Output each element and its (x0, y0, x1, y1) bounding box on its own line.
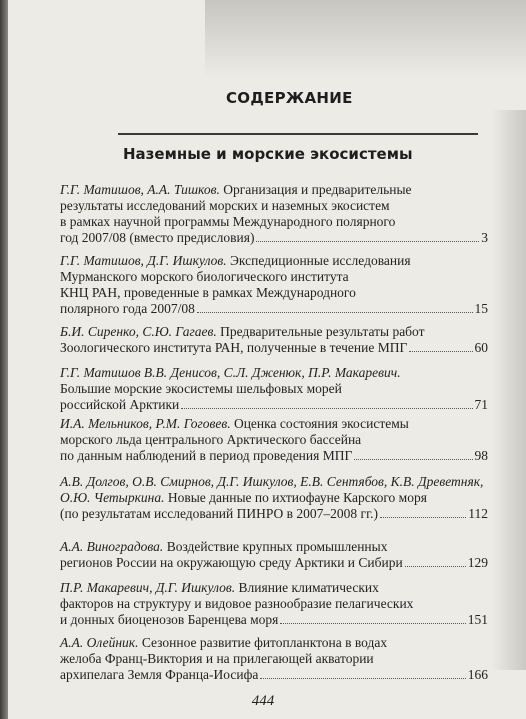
toc-line-last (60, 612, 488, 628)
entry-title-text: Оценка состояния экосистемы (230, 416, 409, 431)
toc-line-last (60, 340, 488, 356)
entry-title-text: год 2007/08 (вместо предисловия) (60, 230, 255, 245)
page-ref: 60 (474, 340, 488, 355)
entry-title-text: Сезонное развитие фитопланктона в водах (138, 635, 388, 650)
page-ref: 71 (474, 397, 488, 412)
entry-authors: Г.Г. Матишов, А.А. Тишков. (60, 182, 220, 197)
entry-title-text: полярного года 2007/08 (60, 301, 195, 316)
entry-title-text: Организация и предварительные (219, 182, 412, 197)
entry-authors: Б.И. Сиренко, С.Ю. Гагаев. (60, 324, 217, 339)
toc-line (60, 635, 387, 651)
entry-authors-cont: О.Ю. Четыркина. (60, 490, 165, 505)
dot-leader (409, 341, 472, 352)
entry-authors: Г.Г. Матишов В.В. Денисов, С.Л. Дженюк, П.Р. Макаревич. (60, 365, 401, 380)
page-ref: 151 (467, 612, 488, 627)
toc-line: результаты исследований морских и наземных экосистем (60, 198, 390, 213)
page-gutter-shadow (0, 0, 8, 719)
entry-title-text: Влияние климатических (235, 580, 379, 595)
toc-line (60, 580, 379, 596)
toc-line-last (60, 301, 488, 317)
page-ref: 15 (474, 301, 488, 316)
dot-leader (354, 449, 472, 460)
entry-authors: И.А. Мельников, Р.М. Гоговев. (60, 416, 231, 431)
page-ref: 112 (468, 506, 488, 521)
dot-leader (405, 556, 466, 567)
toc-line: в рамках научной программы Международного полярного (60, 214, 396, 229)
toc-line-last (60, 506, 488, 522)
entry-title-text: Новые данные по ихтиофауне Карского моря (164, 490, 427, 505)
section-rule (118, 133, 478, 135)
entry-title-text: Предварительные результаты работ (216, 324, 425, 339)
entry-title-text: российской Арктики (60, 397, 180, 412)
toc-line: морского льда центрального Арктического бассейна (60, 432, 362, 447)
dot-leader (197, 302, 473, 313)
toc-line: Большие морские экосистемы шельфовых морей (60, 381, 342, 396)
entry-title-text: Зоологического института РАН, полученные в течение МПГ (60, 340, 408, 355)
right-edge-shadow (492, 110, 526, 670)
toc-line (60, 253, 411, 269)
entry-title-text: Воздействие крупных промышленных (163, 539, 388, 554)
entry-authors: А.В. Долгов, О.В. Смирнов, Д.Г. Ишкулов, Е.В. Сентябов, К.В. Древетняк, (60, 474, 484, 489)
dot-leader (260, 668, 465, 679)
page-ref: 166 (467, 667, 488, 682)
toc-line: факторов на структуру и видовое разнообразие пелагических (60, 596, 414, 611)
toc-line: Мурманского морского биологического института (60, 269, 349, 284)
dot-leader (181, 398, 472, 409)
entry-title-text: и донных биоценозов Баренцева моря (60, 612, 279, 627)
show-through-shadow (205, 0, 526, 78)
entry-title-text: архипелага Земля Франца-Иосифа (60, 667, 259, 682)
dot-leader (256, 231, 479, 242)
entry-title-text: по данным наблюдений в период проведения МПГ (60, 448, 353, 463)
toc-line (60, 182, 412, 198)
toc-line: желоба Франц-Виктория и на прилегающей акватории (60, 651, 374, 666)
entry-authors: А.А. Олейник. (60, 635, 139, 650)
toc-line: КНЦ РАН, проведенные в рамках Международного (60, 285, 356, 300)
contents-heading: СОДЕРЖАНИЕ (226, 89, 353, 107)
toc-line-last (60, 448, 488, 464)
toc-line-last (60, 230, 488, 246)
entry-title-text: Экспедиционные исследования (226, 253, 411, 268)
toc-line (60, 416, 409, 432)
page-number: 444 (251, 693, 275, 709)
toc-line (60, 539, 387, 555)
entry-authors: Г.Г. Матишов, Д.Г. Ишкулов. (60, 253, 227, 268)
entry-title-text: регионов России на окружающую среду Арктики и Сибири (60, 555, 403, 570)
entry-authors: П.Р. Макаревич, Д.Г. Ишкулов. (60, 580, 236, 595)
entry-authors: А.А. Виноградова. (60, 539, 164, 554)
toc-line-last (60, 667, 488, 683)
section-title: Наземные и морские экосистемы (123, 145, 413, 163)
toc-line-last (60, 397, 488, 413)
toc-line-last (60, 555, 488, 571)
page-ref: 129 (467, 555, 488, 570)
toc-line (60, 474, 483, 490)
dot-leader (380, 507, 466, 518)
dot-leader (280, 613, 465, 624)
toc-line (60, 324, 425, 340)
page-ref: 98 (474, 448, 488, 463)
toc-line (60, 490, 427, 506)
page-ref: 3 (481, 230, 488, 245)
entry-title-text: (по результатам исследований ПИНРО в 2007–2008 гг.) (60, 506, 378, 521)
toc-line (60, 365, 401, 381)
